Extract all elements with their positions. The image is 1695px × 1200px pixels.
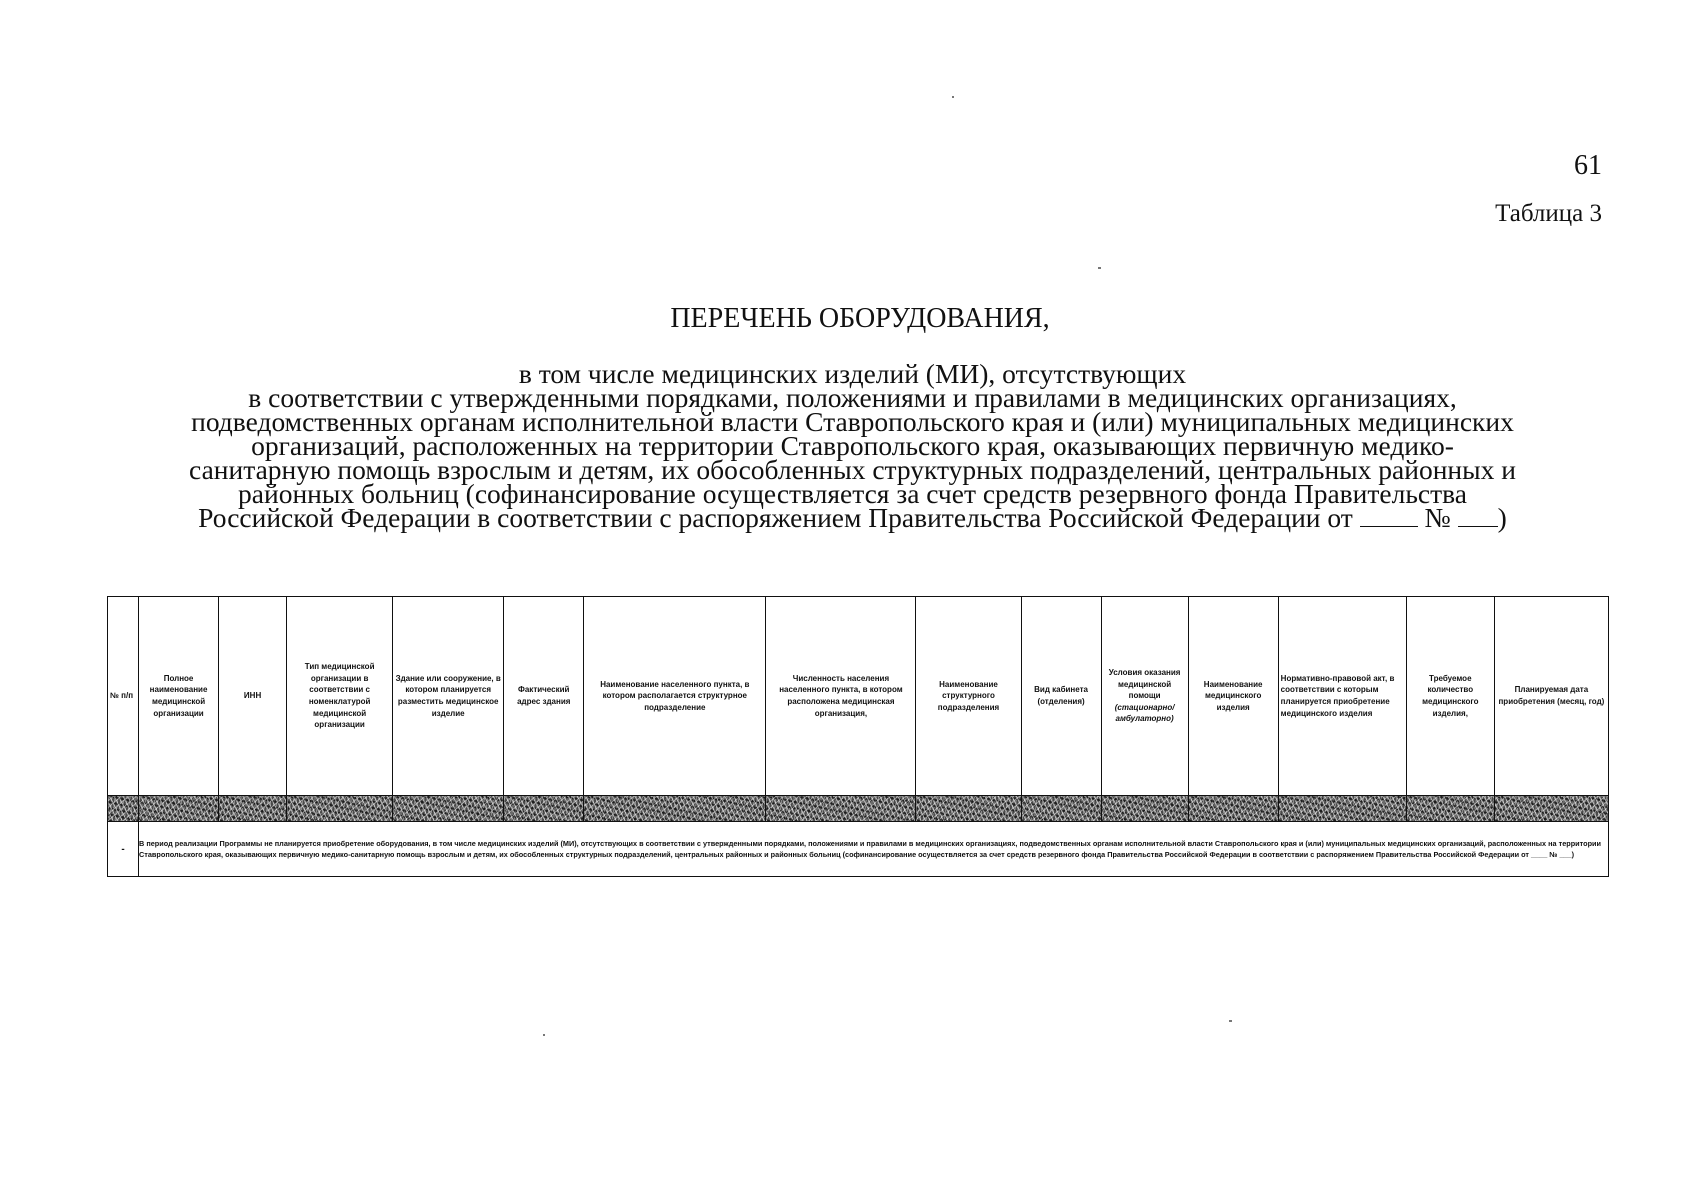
subtitle-line-text: Российской Федерации в соответствии с распоряжением Правительства Российской Федерации от	[198, 502, 1353, 533]
column-header: Наименование структурного подразделения	[916, 597, 1021, 796]
subtitle-line: организаций, расположенных на территории Ставропольского края, оказывающих первичную медико-	[251, 430, 1454, 461]
number-sign: №	[1424, 502, 1451, 533]
document-subtitle	[110, 358, 1595, 533]
table-label: Таблица 3	[1495, 200, 1602, 227]
column-header-italic: (стационарно/амбулаторно)	[1114, 702, 1175, 724]
closing-paren: )	[1497, 502, 1507, 533]
subtitle-line: районных больниц (софинансирование осуществляется за счет средств резервного фонда Правительства	[238, 478, 1467, 509]
scan-speck	[1098, 267, 1101, 269]
document-heading: ПЕРЕЧЕНЬ ОБОРУДОВАНИЯ,	[670, 303, 1050, 334]
number-blank	[1458, 506, 1498, 527]
column-header-text: Условия оказания медицинской помощи	[1108, 668, 1181, 701]
subtitle-line: подведомственных органам исполнительной власти Ставропольского края и (или) муниципальных медицинских	[191, 406, 1514, 437]
column-header: Планируемая дата приобретения (месяц, год)	[1494, 597, 1608, 796]
column-header-conditions	[1101, 597, 1188, 796]
column-header: Полное наименование медицинской организации	[139, 597, 219, 796]
row-note: В период реализации Программы не планируется приобретение оборудования, в том числе медицинских изделий (МИ), отсутствующих в соответствии с утвержденными порядками, положениями и правилами в медицинских организациях, подведомственных органам исполнительной власти Ставропольского края и (или) муниципальных медицинских организаций, расположенных на территории Ставропольского края, оказывающих первичную медико-санитарную помощь взрослым и детям, их обособленных структурных подразделений, центральных районных и районных больниц (софинансирование осуществляется за счет средств резервного фонда Правительства Российской Федерации в соответствии с распоряжением Правительства Российской Федерации от ____ № ___)	[139, 822, 1609, 877]
subtitle-line: в соответствии с утвержденными порядками, положениями и правилами в медицинских организациях,	[248, 382, 1457, 413]
scan-noise-row	[108, 796, 1609, 822]
column-header: Фактический адрес здания	[504, 597, 584, 796]
column-header: Наименование медицинского изделия	[1188, 597, 1278, 796]
date-blank	[1360, 506, 1418, 527]
column-header: Вид кабинета (отделения)	[1021, 597, 1101, 796]
subtitle-line: в том числе медицинских изделий (МИ), отсутствующих	[518, 358, 1187, 389]
column-header: Тип медицинской организации в соответствии с номенклатурой медицинской организации	[287, 597, 393, 796]
table-header-row	[108, 597, 1609, 796]
subtitle-line-last	[110, 502, 1595, 533]
page-number: 61	[1574, 150, 1602, 181]
equipment-table	[107, 596, 1609, 877]
column-header: Здание или сооружение, в котором планируется разместить медицинское изделие	[393, 597, 504, 796]
table-row	[108, 822, 1609, 877]
column-header: ИНН	[219, 597, 287, 796]
scan-speck	[952, 96, 954, 98]
column-header: № п/п	[108, 597, 139, 796]
column-header: Требуемое количество медицинского изделия,	[1406, 597, 1494, 796]
column-header: Нормативно-правовой акт, в соответствии с которым планируется приобретение медицинского изделия	[1278, 597, 1406, 796]
column-header: Численность населения населенного пункта, в котором расположена медицинская организация,	[766, 597, 916, 796]
subtitle-line: санитарную помощь взрослым и детям, их обособленных структурных подразделений, центральных районных и	[189, 454, 1516, 485]
scan-speck	[543, 1034, 545, 1036]
scan-speck	[1229, 1020, 1232, 1022]
column-header: Наименование населенного пункта, в котором располагается структурное подразделение	[584, 597, 766, 796]
row-number: -	[108, 822, 139, 877]
